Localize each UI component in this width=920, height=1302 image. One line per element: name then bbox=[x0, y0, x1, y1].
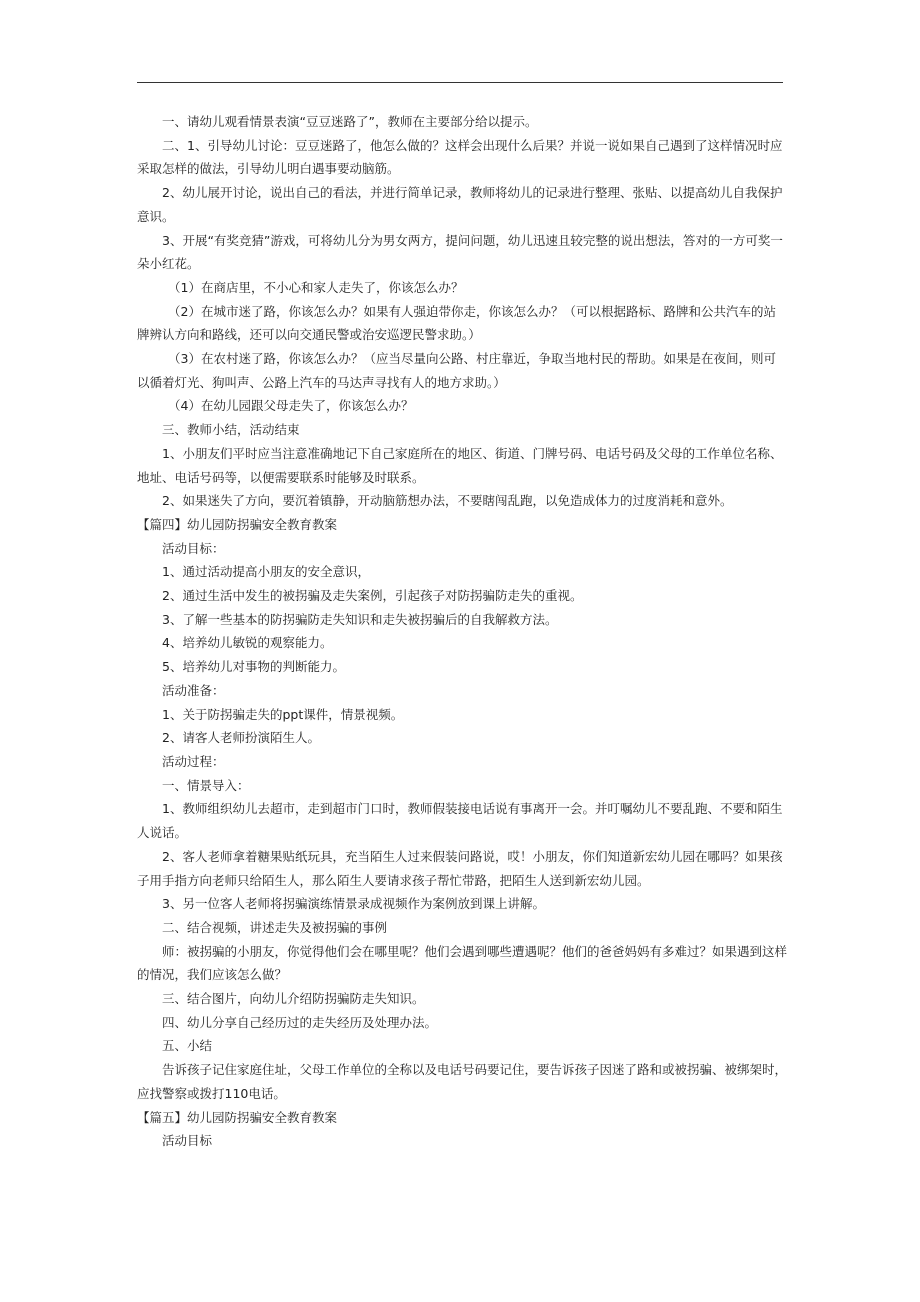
paragraph: 2、如果迷失了方向，要沉着镇静，开动脑筋想办法，不要瞎闯乱跑，以免造成体力的过度消耗和意外。 bbox=[162, 493, 733, 509]
section-heading: 活动目标 bbox=[162, 1133, 213, 1149]
section-heading: 三、教师小结，活动结束 bbox=[162, 422, 300, 438]
paragraph: 二、1、引导幼儿讨论：豆豆迷路了，他怎么做的？这样会出现什么后果？并说一说如果自己遇到了这样情况时应采取怎样的做法，引导幼儿明白遇事要动脑筋。 bbox=[137, 137, 783, 177]
paragraph: 3、另一位客人老师将拐骗演练情景录成视频作为案例放到课上讲解。 bbox=[162, 896, 545, 912]
paragraph: 1、教师组织幼儿去超市，走到超市门口时，教师假装接电话说有事离开一会。并叮嘱幼儿不要乱跑、不要和陌生人说话。 bbox=[137, 801, 783, 841]
section-heading: 四、幼儿分享自己经历过的走失经历及处理办法。 bbox=[162, 1014, 438, 1030]
section-heading: 一、情景导入： bbox=[162, 777, 250, 793]
section-heading: 活动过程： bbox=[162, 753, 225, 769]
question-item: （2）在城市迷了路，你该怎么办？如果有人强迫带你走，你该怎么办？（可以根据路标、路牌和公共汽车的站牌辨认方向和路线，还可以向交通民警或治安巡逻民警求助。） bbox=[137, 303, 776, 343]
question-item: （1）在商店里，不小心和家人走失了，你该怎么办？ bbox=[168, 279, 464, 295]
list-item: 4、培养幼儿敏锐的观察能力。 bbox=[162, 635, 333, 651]
section-heading: 三、结合图片，向幼儿介绍防拐骗防走失知识。 bbox=[162, 991, 425, 1007]
question-item: （4）在幼儿园跟父母走失了，你该怎么办？ bbox=[168, 398, 414, 414]
paragraph: 1、小朋友们平时应当注意准确地记下自己家庭所在的地区、街道、门牌号码、电话号码及父母的工作单位名称、地址、电话号码等，以便需要联系时能够及时联系。 bbox=[137, 445, 783, 485]
section-heading: 二、结合视频，讲述走失及被拐骗的事例 bbox=[162, 919, 388, 935]
paragraph: 2、客人老师拿着糖果贴纸玩具，充当陌生人过来假装问路说，哎！小朋友，你们知道新宏幼儿园在哪吗？如果孩子用手指方向老师只给陌生人，那么陌生人要请求孩子帮忙带路，把陌生人送到新宏幼儿园。 bbox=[137, 848, 783, 888]
list-item: 5、培养幼儿对事物的判断能力。 bbox=[162, 659, 345, 675]
chapter-heading: 【篇五】幼儿园防拐骗安全教育教案 bbox=[137, 1109, 338, 1125]
paragraph: 告诉孩子记住家庭住址，父母工作单位的全称以及电话号码要记住，要告诉孩子因迷了路和或被拐骗、被绑架时，应找警察或拨打110电话。 bbox=[137, 1062, 788, 1101]
question-item: （3）在农村迷了路，你该怎么办？（应当尽量向公路、村庄靠近，争取当地村民的帮助。如果是在夜间，则可以循着灯光、狗叫声、公路上汽车的马达声寻找有人的地方求助。） bbox=[137, 351, 776, 390]
paragraph: 一、请幼儿观看情景表演“豆豆迷路了”，教师在主要部分给以提示。 bbox=[162, 114, 538, 129]
paragraph: 2、幼儿展开讨论，说出自己的看法，并进行简单记录，教师将幼儿的记录进行整理、张贴、以提高幼儿自我保护意识。 bbox=[137, 185, 783, 224]
section-heading: 活动准备： bbox=[162, 682, 225, 698]
paragraph: 3、开展“有奖竞猜”游戏，可将幼儿分为男女两方，提问问题，幼儿迅速且较完整的说出想法，答对的一方可奖一朵小红花。 bbox=[137, 232, 783, 272]
list-item: 2、通过生活中发生的被拐骗及走失案例，引起孩子对防拐骗防走失的重视。 bbox=[162, 588, 583, 604]
list-item: 2、请客人老师扮演陌生人。 bbox=[162, 730, 320, 746]
paragraph: 师：被拐骗的小朋友，你觉得他们会在哪里呢？他们会遇到哪些遭遇呢？他们的爸爸妈妈有多难过？如果遇到这样的情况，我们应该怎么做？ bbox=[137, 943, 788, 983]
section-heading: 五、小结 bbox=[162, 1038, 213, 1054]
document-body bbox=[137, 110, 787, 1153]
header-rule bbox=[137, 82, 783, 83]
list-item: 3、了解一些基本的防拐骗防走失知识和走失被拐骗后的自我解救方法。 bbox=[162, 611, 558, 627]
list-item: 1、通过活动提高小朋友的安全意识， bbox=[162, 564, 370, 580]
list-item: 1、关于防拐骗走失的ppt课件，情景视频。 bbox=[162, 706, 404, 722]
section-heading: 活动目标： bbox=[162, 540, 225, 556]
chapter-heading: 【篇四】幼儿园防拐骗安全教育教案 bbox=[137, 516, 338, 532]
